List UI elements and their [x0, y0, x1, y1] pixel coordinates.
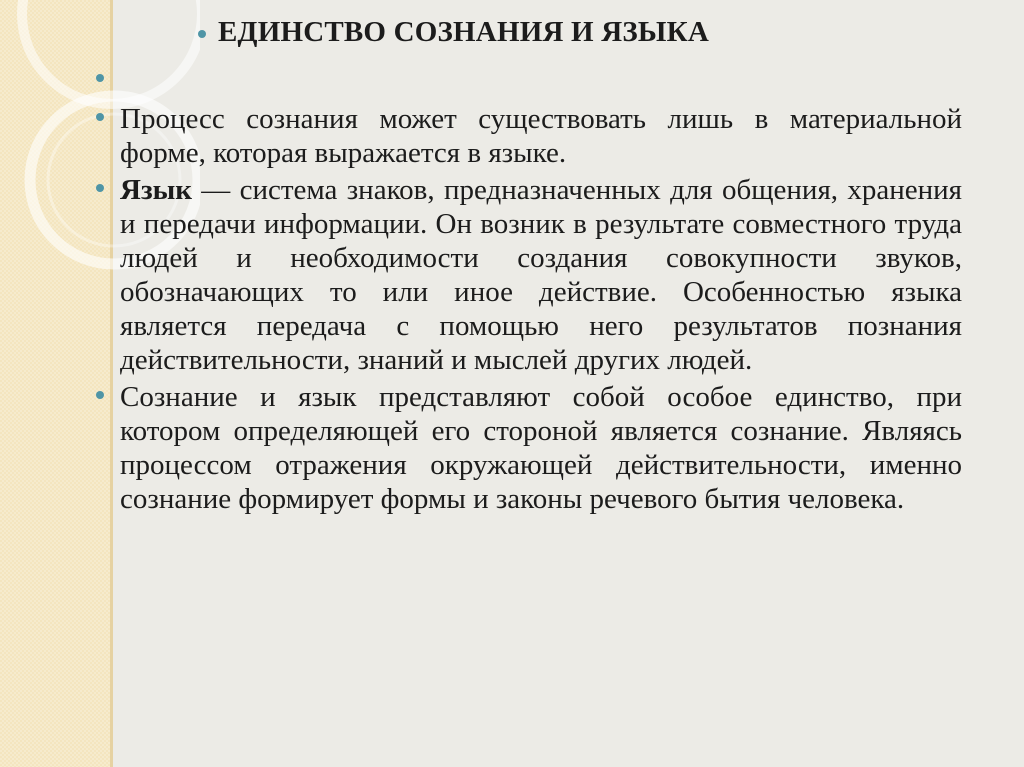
- bullet-icon: [198, 30, 206, 38]
- title-row: [218, 10, 962, 62]
- bullet-icon: [96, 74, 104, 82]
- bullet-icon: [96, 184, 104, 192]
- slide-title: ЕДИНСТВО СОЗНАНИЯ И ЯЗЫКА: [218, 16, 709, 48]
- paragraph-text: — система знаков, предназначенных для общения, хранения и передачи информации. Он возник в результате совместного труда людей и необходимости создания совокупности звуков, обозначающих то или иное действие. Особенностью языка является передача с помощью него результатов познания действительности, знаний и мыслей других людей.: [120, 174, 962, 376]
- bullet-icon: [96, 391, 104, 399]
- paragraph-process: [92, 102, 962, 170]
- slide-content: [92, 10, 962, 519]
- empty-bullet-row: [92, 62, 962, 102]
- bullet-icon: [96, 113, 104, 121]
- paragraph-text: Сознание и язык представляют собой особое единство, при котором определяющей его стороной является сознание. Являясь процессом отражения окружающей действительности, именно сознание формирует формы и законы речевого бытия человека.: [120, 381, 962, 515]
- paragraph-text: Процесс сознания может существовать лишь в материальной форме, которая выражается в языке.: [120, 103, 962, 169]
- paragraph-language: [92, 173, 962, 377]
- paragraph-lead-term: Язык: [120, 174, 192, 206]
- paragraph-unity: [92, 380, 962, 516]
